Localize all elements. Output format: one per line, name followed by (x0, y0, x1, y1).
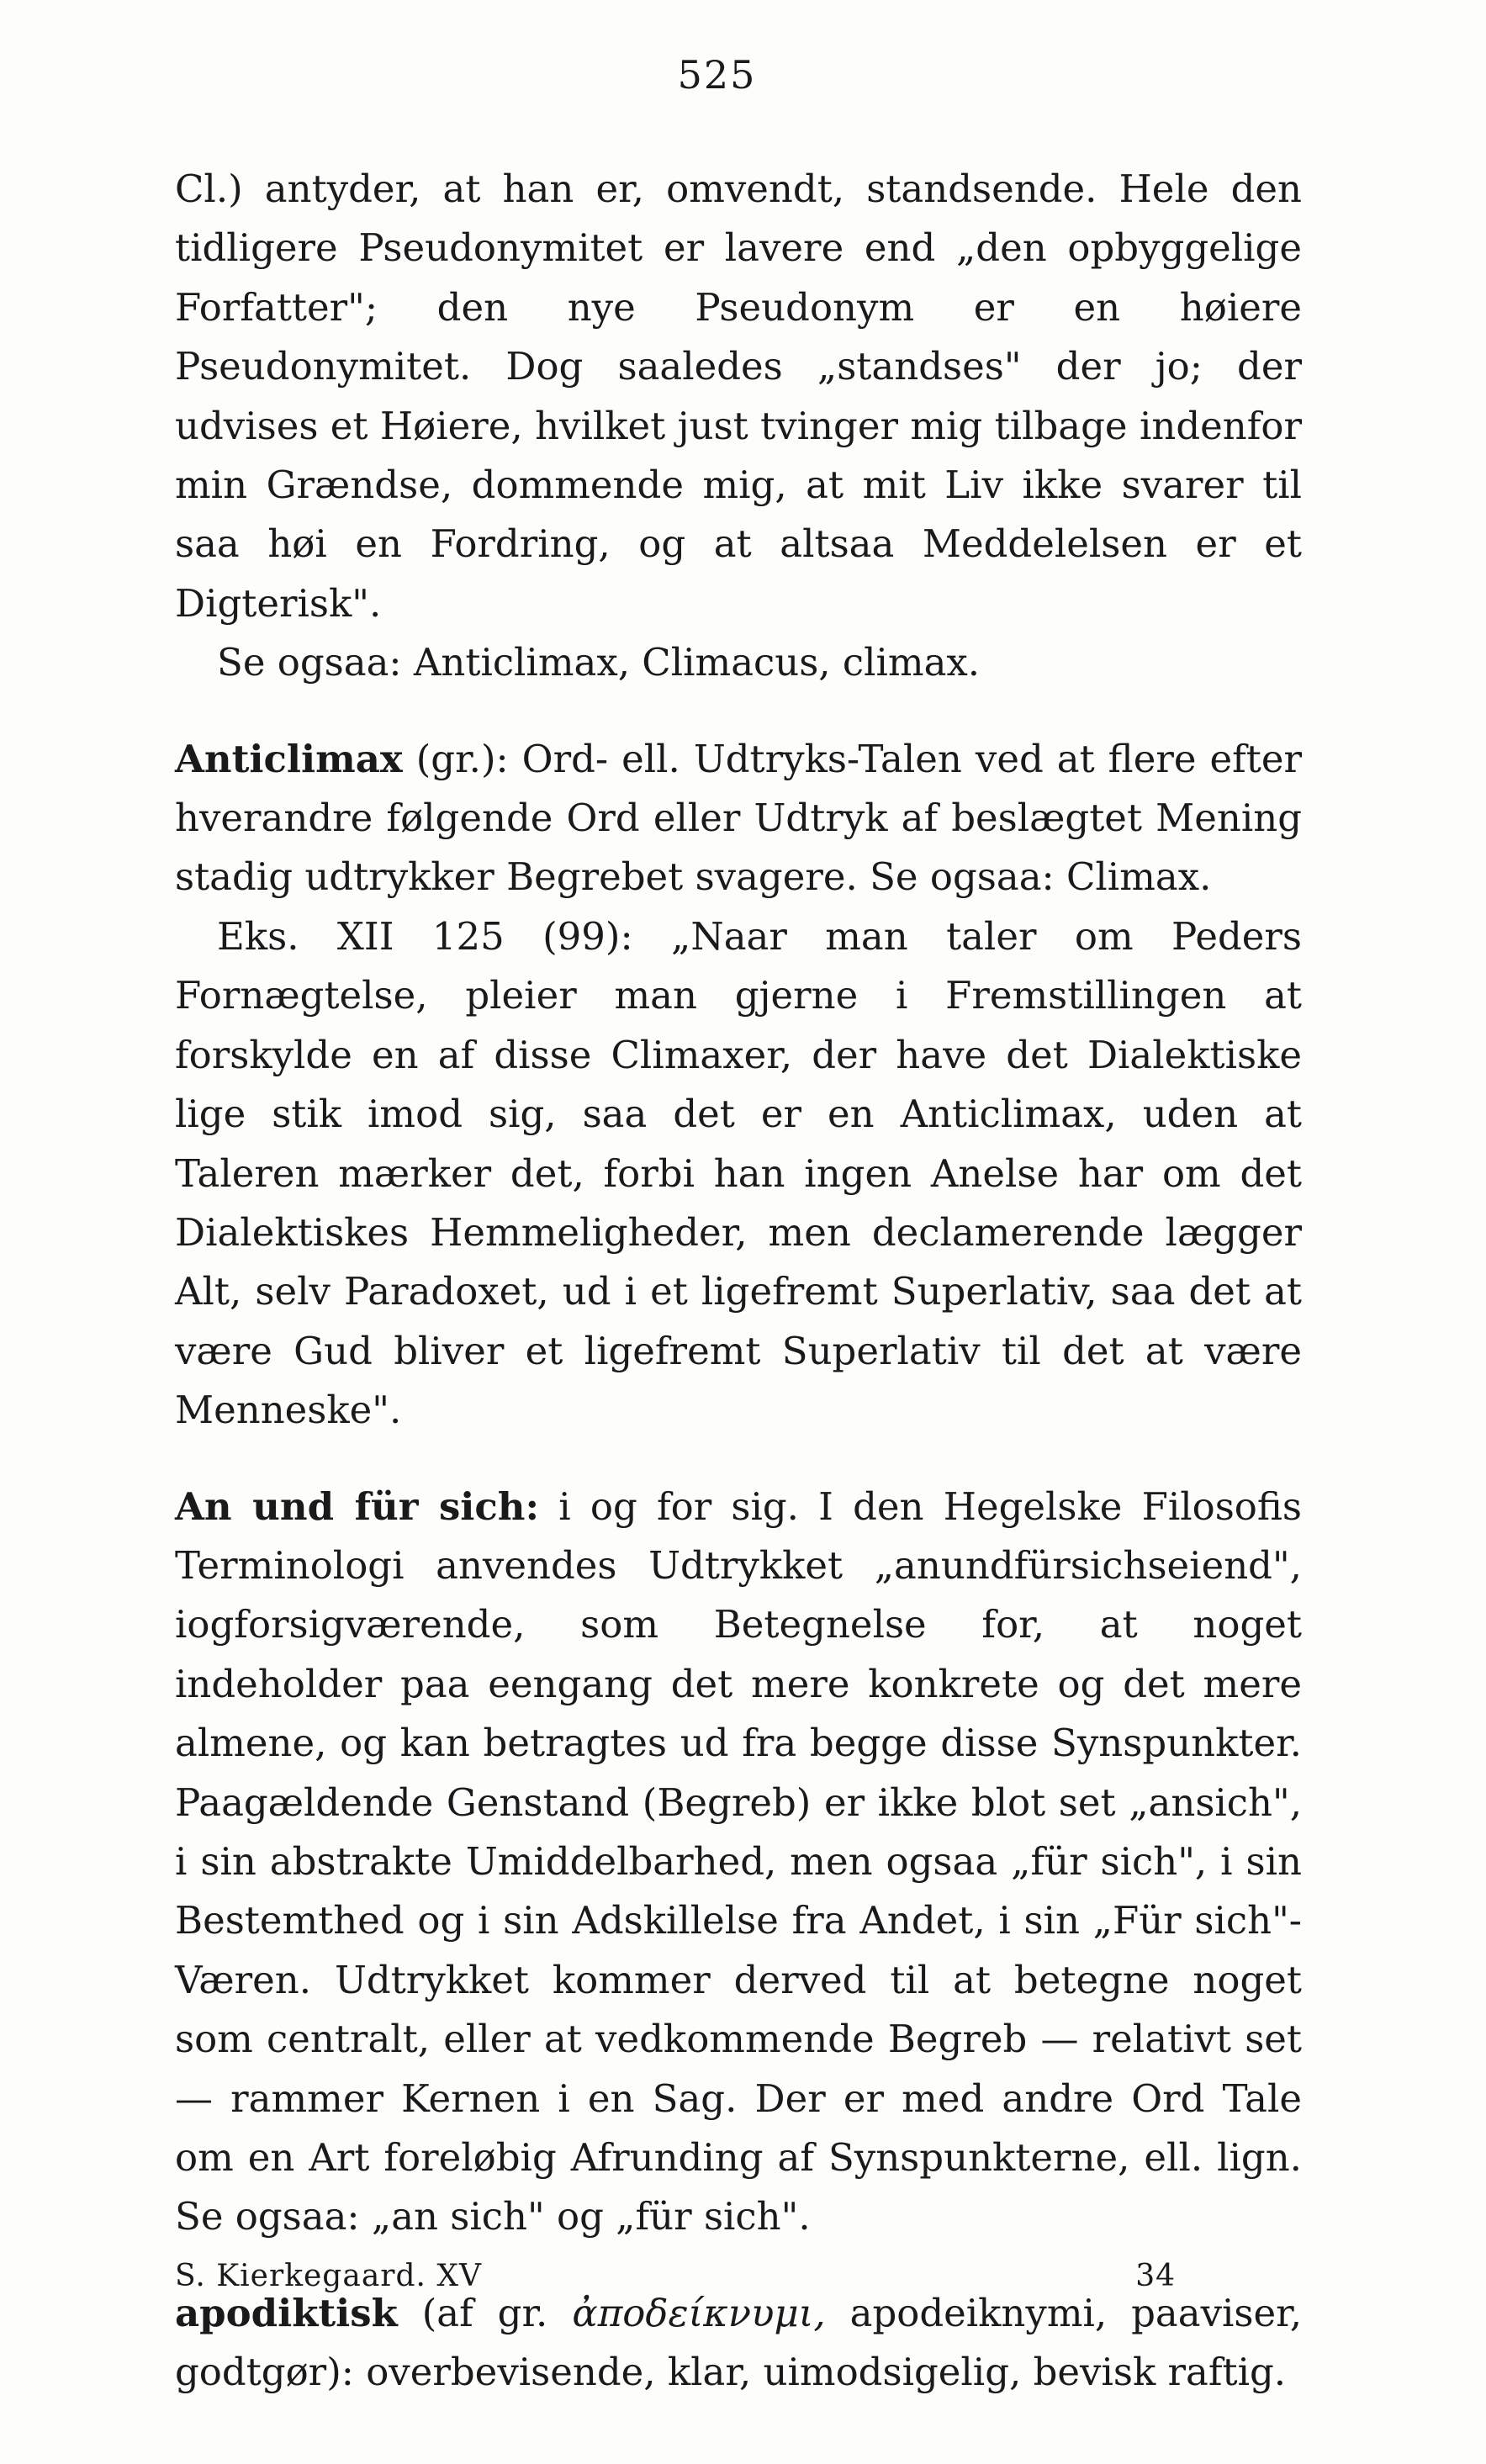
page-number: 525 (677, 52, 757, 98)
entry-anticlimax-text: (gr.): Ord- ell. Udtryks-Talen ved at flere efter hverandre følgende Ord eller Udtryk af beslægtet Mening stadig udtrykker Begrebet svagere. Se ogsaa: Climax. (175, 736, 1302, 900)
footer-signature: S. Kierkegaard. XV (175, 2259, 483, 2293)
entry-apodiktisk-pre: (af gr. (421, 2290, 548, 2335)
paragraph-continuation: Cl.) antyder, at han er, omvendt, standsende. Hele den tidligere Pseudonymitet er lavere end „den opbyggelige Forfatter"; den nye Pseudonym er en høiere Pseudonymitet. Dog saaledes „standses" der jo; der udvises et Høiere, hvilket just tvinger mig tilbage indenfor min Grændse, dommende mig, at mit Liv ikke svarer til saa høi en Fordring, og at altsaa Meddelelsen er et Digterisk". (175, 167, 1302, 626)
entry-anticlimax (175, 730, 1302, 907)
page-body (175, 160, 1302, 2403)
page-footer (175, 2259, 1176, 2293)
greek-word: ἀποδείκνυμι, (572, 2290, 826, 2335)
entry-an-und-fur-sich (175, 1478, 1302, 2247)
headword-apodiktisk: apodiktisk (175, 2290, 398, 2335)
footer-sheet-number: 34 (1135, 2259, 1176, 2293)
headword-an-und-fur-sich: An und für sich: (175, 1483, 540, 1529)
paragraph-see-also: Se ogsaa: Anticlimax, Climacus, climax. (217, 640, 981, 685)
entry-anticlimax-example: Eks. XII 125 (99): „Naar man taler om Peders Fornægtelse, pleier man gjerne i Fremstillingen at forskylde en af disse Climaxer, der have det Dialektiske lige stik imod sig, saa det er en Anticlimax, uden at Taleren mærker det, forbi han ingen Anelse har om det Dialektiskes Hemmeligheder, men declamerende lægger Alt, selv Paradoxet, ud i et ligefremt Superlativ, saa det at være Gud bliver et ligefremt Superlativ til det at være Menneske". (175, 913, 1302, 1433)
entry-an-und-fur-sich-text: i og for sig. I den Hegelske Filosofis Terminologi anvendes Udtrykket „anundfürsichseiend", iogforsigværende, som Betegnelse for, at noget indeholder paa eengang det mere konkrete og det mere almene, og kan betragtes ud fra begge disse Synspunkter. Paagældende Genstand (Begreb) er ikke blot set „ansich", i sin abstrakte Umiddelbarhed, men ogsaa „für sich", i sin Bestemthed og i sin Adskillelse fra Andet, i sin „Für sich"-Væren. Udtrykket kommer derved til at betegne noget som centralt, eller at vedkommende Begreb — relativt set — rammer Kernen i en Sag. Der er med andre Ord Tale om en Art foreløbig Afrunding af Synspunkterne, ell. lign. Se ogsaa: „an sich" og „für sich". (175, 1483, 1302, 2239)
entry-apodiktisk (175, 2284, 1302, 2403)
entry-apodiktisk-text: apodeiknymi, paaviser, godtgør): overbevisende, klar, uimodsigelig, bevisk raftig. (175, 2290, 1303, 2395)
headword-anticlimax: Anticlimax (175, 736, 403, 781)
